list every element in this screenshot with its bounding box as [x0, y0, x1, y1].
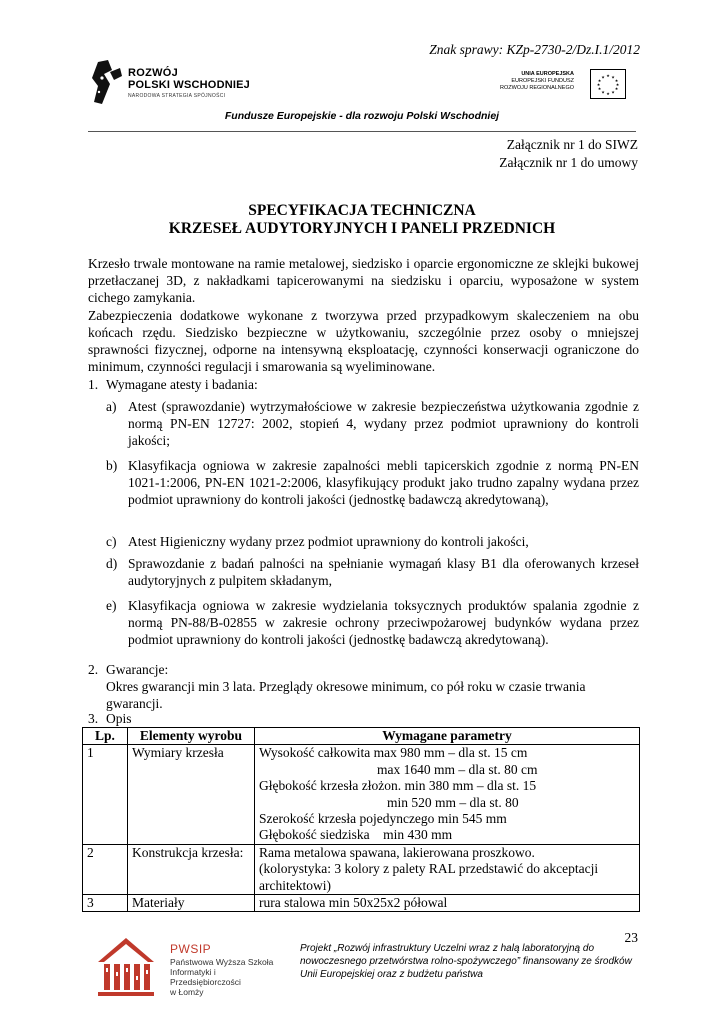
svg-text:★: ★: [606, 91, 610, 96]
row-lp: 2: [83, 844, 128, 894]
list-text: Sprawozdanie z badań palności na spełnianie wymagań klasy B1 dla oferowanych krzeseł audytoryjnych z pulpitem składanym,: [128, 556, 639, 589]
svg-text:★: ★: [601, 74, 605, 80]
param-line: max 1640 mm – dla st. 80 cm: [377, 761, 538, 777]
footer-brand: PWSIP: [170, 942, 212, 956]
svg-text:★: ★: [611, 74, 615, 80]
param-line: Szerokość krzesła pojedynczego min 545 mm: [259, 811, 507, 827]
section-1-title: Wymagane atesty i badania:: [106, 377, 258, 392]
eu-line-3: ROZWOJU REGIONALNEGO: [500, 85, 574, 91]
row-params: [255, 745, 640, 844]
annex-siwz: Załącznik nr 1 do SIWZ: [506, 137, 638, 152]
section-2-marker: 2.: [88, 662, 99, 677]
table-row: [83, 745, 640, 844]
svg-text:★: ★: [614, 78, 619, 83]
row-params: [255, 844, 640, 894]
eu-line-2: EUROPEJSKI FUNDUSZ: [511, 78, 574, 84]
intro-paragraph-2: Zabezpieczenia dodatkowe wykonane z tworzywa przed przypadkowym skaleczeniem na obu końcach rzędu. Siedzisko bezpieczne w użytkowaniu, szczególnie przez osoby o mniejszej sprawności fizycznej, odporne na intensywną eksploatację, czynności konserwacji ograniczone do minimum, czynności regulacji i smarowania są wyeliminowane.: [88, 307, 639, 375]
svg-text:★: ★: [606, 73, 610, 78]
svg-text:★: ★: [596, 82, 601, 87]
funds-tagline: Fundusze Europejskie - dla rozwoju Polski Wschodniej: [224, 110, 500, 122]
project-note: Projekt „Rozwój infrastruktury Uczelni wraz z halą laboratoryjną do nowoczesnego przetwórstwa rolno-spożywczego” finansowany ze środków Unii Europejskiej oraz z budżetu państwa: [300, 943, 632, 980]
case-reference: [429, 42, 640, 58]
table-header-row: [83, 728, 640, 745]
svg-text:★: ★: [601, 89, 605, 95]
logo-line-1: ROZWÓJ: [128, 67, 179, 79]
building-logo-icon: [90, 932, 162, 998]
row-element: Materiały: [128, 895, 255, 912]
eu-flag-icon: [590, 69, 626, 99]
list-marker: e): [106, 598, 117, 613]
row-element: Wymiary krzesła: [128, 745, 255, 844]
svg-text:★: ★: [615, 82, 620, 87]
list-marker: c): [106, 534, 117, 549]
list-text: Atest (sprawozdanie) wytrzymałościowe w zakresie bezpieczeństwa użytkowania zgodnie z normą PN-EN 12727: 2002, stopień 4, wydany przez podmiot uprawniony do kontroli jakości;: [128, 399, 639, 449]
header-parametry: Wymagane parametry: [255, 728, 640, 745]
logo-line-2: POLSKI WSCHODNIEJ: [128, 79, 250, 91]
table-row: [83, 844, 640, 894]
param-line: Rama metalowa spawana, lakierowana proszkowo.: [259, 844, 535, 860]
param-line: min 520 mm – dla st. 80: [387, 794, 519, 810]
eu-logo-block: [500, 69, 626, 101]
param-line: Wysokość całkowita max 980 mm – dla st. 15 cm: [259, 745, 528, 761]
param-line: Głębokość krzesła złożon. min 380 mm – dla st. 15: [259, 778, 537, 794]
row-lp: 1: [83, 745, 128, 844]
list-text: Klasyfikacja ogniowa w zakresie wydzielania toksycznych produktów spalania zgodnie z normą PN-88/B-02855 w zakresie ochrony przeciwpożarowej budynków wydana przez podmiot uprawniony do kontroli jakości (jednostkę badawczą akredytowaną).: [128, 598, 639, 648]
footer-institution: [170, 957, 280, 997]
section-3-title: Opis: [106, 711, 132, 726]
intro-paragraph-1: Krzesło trwale montowane na ramie metalowej, siedzisko i oparcie ergonomiczne ze sklejki bukowej przetłaczanej 3D, z nakładkami tapicerowanymi na siedzisku i oparciu, wyposażone w system cichego zamykania.: [88, 256, 639, 306]
rozwoj-polski-wschodniej-logo: [90, 58, 290, 108]
document-subtitle: KRZESEŁ AUDYTORYJNYCH I PANELI PRZEDNICH: [168, 220, 556, 237]
svg-text:★: ★: [597, 78, 602, 83]
intro-section: [88, 255, 639, 375]
row-params: [255, 895, 640, 912]
list-text: Atest Higieniczny wydany przez podmiot uprawniony do kontroli jakości,: [128, 534, 529, 549]
case-label: Znak sprawy: [429, 42, 499, 57]
section-1-marker: 1.: [88, 377, 99, 392]
institution-line: Państwowa Wyższa Szkoła: [170, 957, 274, 967]
logo-line-3: NARODOWA STRATEGIA SPÓJNOŚCI: [128, 93, 226, 99]
document-title: SPECYFIKACJA TECHNICZNA: [248, 202, 476, 219]
param-line: Głębokość siedziska min 430 mm: [259, 827, 453, 843]
header-divider: [88, 131, 636, 132]
section-2-text: Okres gwarancji min 3 lata. Przeglądy okresowe minimum, co pół roku w czasie trwania gwarancji.: [106, 679, 586, 712]
param-line: (kolorystyka: 3 kolory z palety RAL przedstawić do akceptacji architektowi): [259, 861, 599, 893]
list-text: Klasyfikacja ogniowa w zakresie zapalności mebli tapicerskich zgodnie z normą PN-EN 1021-1:2006, PN-EN 1021-2:2006, klasyfikujący produkt jako trudno zapalny wydana przez podmiot uprawniony do kontroli jakości (jednostkę badawczą akredytowaną),: [128, 458, 639, 508]
institution-line: w Łomży: [170, 987, 204, 997]
svg-text:★: ★: [597, 86, 602, 91]
annex-umowy: Załącznik nr 1 do umowy: [499, 155, 638, 170]
case-number: : KZp-2730-2/Dz.I.1/2012: [498, 42, 640, 57]
header-elementy: Elementy wyrobu: [128, 728, 255, 745]
institution-line: Informatyki i Przedsiębiorczości: [170, 967, 241, 987]
page-number: 23: [624, 930, 638, 945]
eu-line-1: UNIA EUROPEJSKA: [521, 71, 574, 77]
table-row: [83, 895, 640, 912]
list-marker: d): [106, 556, 118, 571]
row-lp: 3: [83, 895, 128, 912]
param-line: rura stalowa min 50x25x2 półowal: [259, 895, 448, 911]
svg-text:★: ★: [611, 89, 615, 95]
section-2-title: Gwarancje:: [106, 662, 169, 677]
row-element: Konstrukcja krzesła:: [128, 844, 255, 894]
pwsip-logo: [90, 930, 280, 1000]
spec-table: [82, 727, 640, 912]
figure-logo-icon: [90, 58, 124, 106]
svg-text:★: ★: [614, 86, 619, 91]
header-lp: Lp.: [83, 728, 128, 745]
list-marker: b): [106, 458, 118, 473]
list-marker: a): [106, 399, 117, 414]
section-3-marker: 3.: [88, 711, 99, 726]
